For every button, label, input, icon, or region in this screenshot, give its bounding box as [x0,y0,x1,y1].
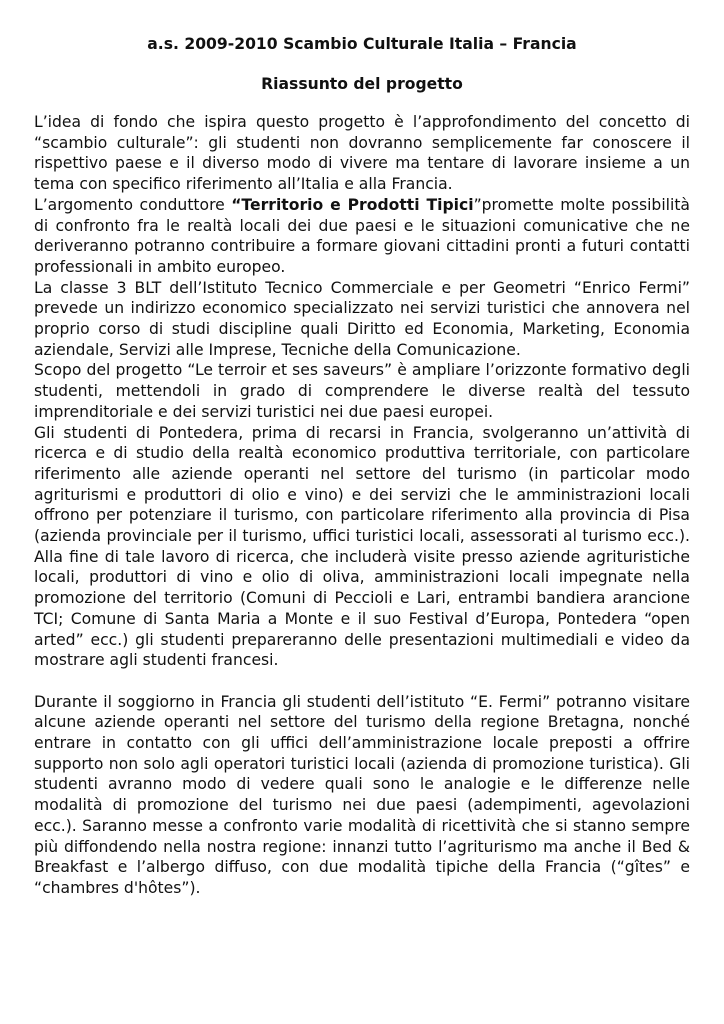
paragraph-research: Gli studenti di Pontedera, prima di recarsi in Francia, svolgeranno un’attività di ricerca e di studio della realtà economico produttiva territoriale, con particolare riferimento alle aziende operanti nel settore del turismo (in particolar modo agriturismi e produttori di olio e vino) e dei servizi che le amministrazioni locali offrono per potenziare il turismo, con particolare riferimento alla provincia di Pisa (azienda provinciale per il turismo, uffici turistici locali, assessorati al turismo ecc.). Alla fine di tale lavoro di ricerca, che includerà visite presso aziende agrituristiche locali, produttori di vino e olio di oliva, amministrazioni locali impegnate nella promozione del territorio (Comuni di Peccioli e Lari, entrambi bandiera arancione TCI; Comune di Santa Maria a Monte e il suo Festival d’Europa, Pontedera “open arted” ecc.) gli studenti prepareranno delle presentazioni multimediali e video da mostrare agli studenti francesi. [34,423,690,670]
paragraph-class: La classe 3 BLT dell’Istituto Tecnico Commerciale e per Geometri “Enrico Fermi” prevede un indirizzo economico specializzato nei servizi turistici che annovera nel proprio corso di studi discipline quali Diritto ed Economia, Marketing, Economia aziendale, Servizi alle Imprese, Tecniche della Comunicazione. [34,278,690,359]
paragraph-stay: Durante il soggiorno in Francia gli studenti dell’istituto “E. Fermi” potranno visitare alcune aziende operanti nel settore del turismo della regione Bretagna, nonché entrare in contatto con gli uffici dell’amministrazione locale preposti a offrire supporto non solo agli operatori turistici locali (azienda di promozione turistica). Gli studenti avranno modo di vedere quali sono le analogie e le differenze nelle modalità di promozione del turismo nei due paesi (adempimenti, agevolazioni ecc.). Saranno messe a confronto varie modalità di ricettività che si stanno sempre più diffondendo nella nostra regione: innanzi tutto l’agriturismo ma anche il Bed & Breakfast e l’albergo diffuso, con due modalità tipiche della Francia (“gîtes” e “chambres d'hôtes”). [34,692,690,897]
document-title: a.s. 2009-2010 Scambio Culturale Italia – Francia [147,35,577,53]
document-subtitle: Riassunto del progetto [261,75,463,93]
paragraph-theme-lead: L’argomento conduttore [34,195,232,214]
paragraph-scope: Scopo del progetto “Le terroir et ses saveurs” è ampliare l’orizzonte formativo degli studenti, mettendoli in grado di comprendere le diverse realtà del tessuto imprenditoriale e dei servizi turistici nei due paesi europei. [34,361,690,421]
paragraph-theme [34,195,690,278]
document-body [34,112,690,899]
paragraph-idea: L’idea di fondo che ispira questo progetto è l’approfondimento del concetto di “scambio culturale”: gli studenti non dovranno semplicemente far conoscere il rispettivo paese e il diverso modo di vivere ma tentare di lavorare insieme a un tema con specifico riferimento all’Italia e alla Francia. [34,113,690,194]
paragraph-theme-rest: ”promette molte possibilità di confronto fra le realtà locali dei due paesi e le situazioni comunicative che ne deriveranno potranno contribuire a formare giovani cittadini pronti a futuri contatti professionali in ambito europeo. [34,195,690,276]
theme-highlight: “Territorio e Prodotti Tipici [231,195,474,214]
